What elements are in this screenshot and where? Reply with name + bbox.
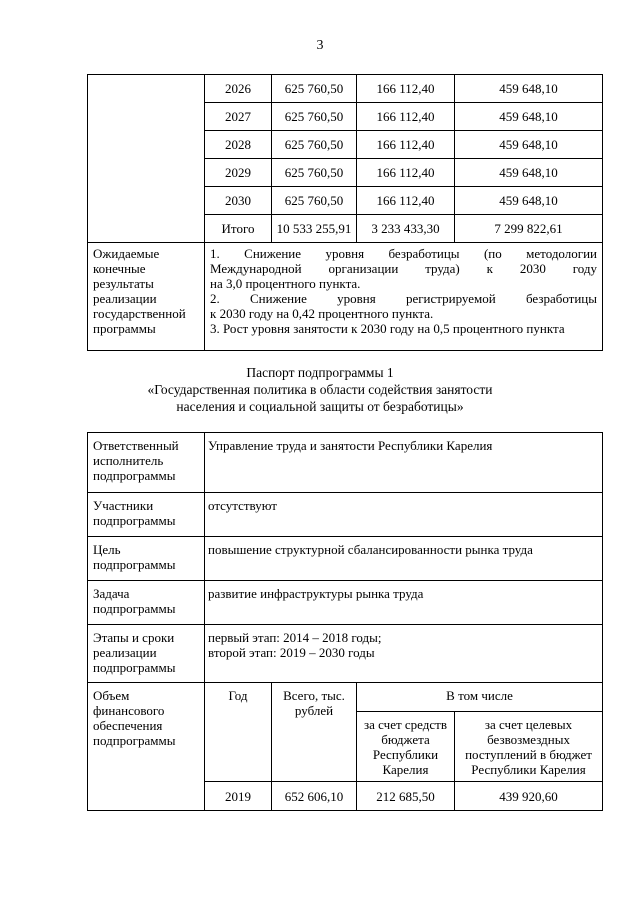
federal-cell: 459 648,10 xyxy=(455,187,603,215)
col-budget-header: за счет средств бюджета Республики Карелия xyxy=(357,712,455,782)
year-cell: 2026 xyxy=(205,75,272,103)
budget-cell: 166 112,40 xyxy=(357,103,455,131)
goal-value: повышение структурной сбалансированности рынка труда xyxy=(205,537,603,581)
year-cell: 2030 xyxy=(205,187,272,215)
stage-line: первый этап: 2014 – 2018 годы; xyxy=(208,630,382,645)
total-cell: 625 760,50 xyxy=(272,187,357,215)
budget-cell: 3 233 433,30 xyxy=(357,215,455,243)
task-label: Задача подпрограммы xyxy=(88,581,205,625)
table-row xyxy=(88,581,603,625)
empty-label-cell xyxy=(88,75,205,243)
total-cell: 625 760,50 xyxy=(272,159,357,187)
subprogram-title-line: Паспорт подпрограммы 1 xyxy=(246,365,394,380)
finance-label: Объем финансового обеспечения подпрограммы xyxy=(88,683,205,811)
table-row xyxy=(88,75,603,103)
year-cell: 2027 xyxy=(205,103,272,131)
expected-results-label: Ожидаемые конечные результаты реализации государственной программы xyxy=(88,243,205,351)
stages-label: Этапы и сроки реализации подпрограммы xyxy=(88,625,205,683)
stages-value xyxy=(205,625,603,683)
results-line: к 2030 году на 0,42 процентного пункта. xyxy=(210,306,434,321)
col-including-header: В том числе xyxy=(357,683,603,712)
total-cell: 625 760,50 xyxy=(272,131,357,159)
stage-line: второй этап: 2019 – 2030 годы xyxy=(208,645,375,660)
year-cell: 2019 xyxy=(205,782,272,811)
federal-cell: 7 299 822,61 xyxy=(455,215,603,243)
budget-cell: 166 112,40 xyxy=(357,187,455,215)
results-line: Международной организации труда) к 2030 году xyxy=(210,261,597,276)
task-value: развитие инфраструктуры рынка труда xyxy=(205,581,603,625)
table-row xyxy=(88,537,603,581)
responsible-label: Ответственный исполнитель подпрограммы xyxy=(88,433,205,493)
table-row xyxy=(88,493,603,537)
total-cell: 652 606,10 xyxy=(272,782,357,811)
year-cell: 2028 xyxy=(205,131,272,159)
subprogram-passport-table xyxy=(87,432,603,811)
expected-results-row xyxy=(88,243,603,351)
financing-table-continued xyxy=(87,74,603,351)
total-cell: 10 533 255,91 xyxy=(272,215,357,243)
federal-cell: 439 920,60 xyxy=(455,782,603,811)
results-line: 1. Снижение уровня безработицы (по методологии xyxy=(210,246,597,261)
total-cell: 625 760,50 xyxy=(272,75,357,103)
col-total-header: Всего, тыс. рублей xyxy=(272,683,357,782)
participants-label: Участники подпрограммы xyxy=(88,493,205,537)
results-line: на 3,0 процентного пункта. xyxy=(210,276,361,291)
finance-header-row xyxy=(88,683,603,712)
results-line: 2. Снижение уровня регистрируемой безработицы xyxy=(210,291,597,306)
table-row xyxy=(88,625,603,683)
total-cell: 625 760,50 xyxy=(272,103,357,131)
budget-cell: 166 112,40 xyxy=(357,75,455,103)
federal-cell: 459 648,10 xyxy=(455,103,603,131)
budget-cell: 166 112,40 xyxy=(357,131,455,159)
expected-results-text xyxy=(205,243,603,351)
page-number: 3 xyxy=(316,38,324,53)
col-year-header: Год xyxy=(205,683,272,782)
responsible-value: Управление труда и занятости Республики Карелия xyxy=(205,433,603,493)
participants-value: отсутствуют xyxy=(205,493,603,537)
subprogram-title-line: «Государственная политика в области содействия занятости xyxy=(147,382,493,397)
federal-cell: 459 648,10 xyxy=(455,159,603,187)
year-cell: Итого xyxy=(205,215,272,243)
col-federal-header: за счет целевых безвозмездных поступлений в бюджет Республики Карелия xyxy=(455,712,603,782)
year-cell: 2029 xyxy=(205,159,272,187)
subprogram-title-line: населения и социальной защиты от безработицы» xyxy=(176,399,464,414)
federal-cell: 459 648,10 xyxy=(455,75,603,103)
budget-cell: 166 112,40 xyxy=(357,159,455,187)
federal-cell: 459 648,10 xyxy=(455,131,603,159)
budget-cell: 212 685,50 xyxy=(357,782,455,811)
results-line: 3. Рост уровня занятости к 2030 году на 0,5 процентного пункта xyxy=(210,321,565,336)
table-row xyxy=(88,433,603,493)
goal-label: Цель подпрограммы xyxy=(88,537,205,581)
subprogram-title xyxy=(0,364,640,415)
